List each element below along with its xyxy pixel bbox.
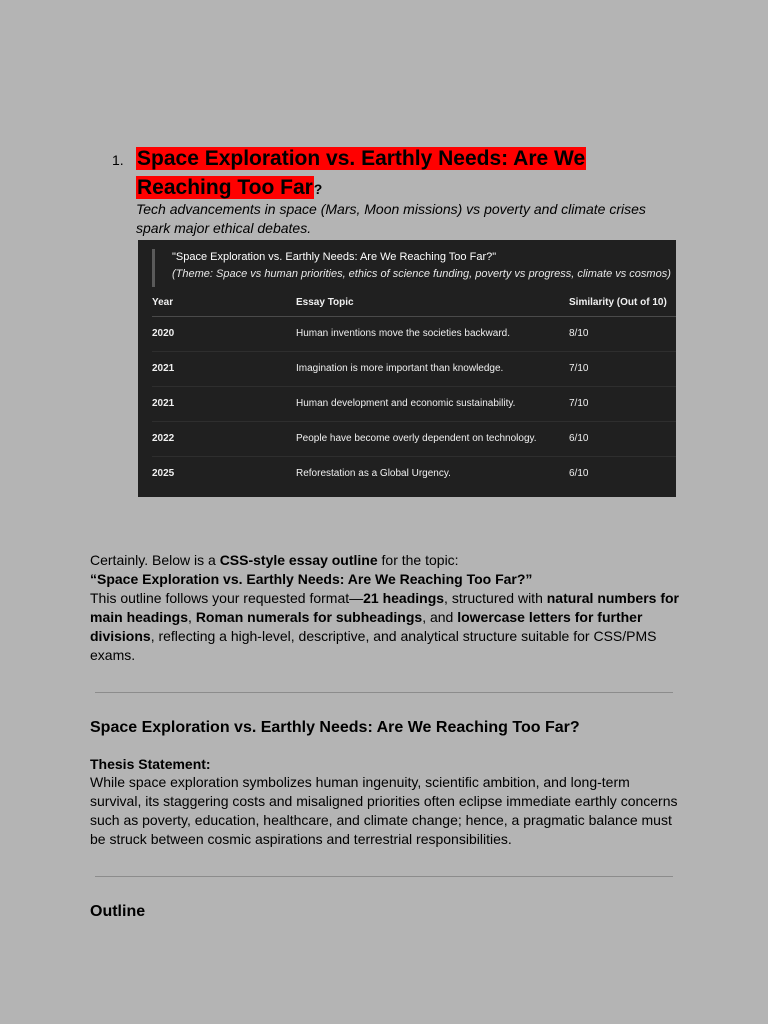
intro-format-paragraph — [90, 589, 680, 665]
table-row — [152, 422, 676, 457]
table-header-row — [152, 290, 676, 317]
intro-bold: Roman numerals for subheadings — [195, 609, 423, 625]
cell-topic: Human inventions move the societies backward. — [296, 328, 510, 339]
intro-text: This outline follows your requested format— — [90, 590, 364, 606]
cell-similarity: 7/10 — [569, 398, 589, 409]
essay-title: Space Exploration vs. Earthly Needs: Are We Reaching Too Far? — [90, 719, 580, 736]
cell-topic: Reforestation as a Global Urgency. — [296, 468, 451, 479]
cell-year: 2021 — [152, 398, 175, 409]
header-similarity: Similarity (Out of 10) — [569, 297, 667, 308]
cell-similarity: 7/10 — [569, 363, 589, 374]
intro-topic-title: “Space Exploration vs. Earthly Needs: Are We Reaching Too Far?” — [90, 571, 533, 587]
table-row — [152, 457, 676, 491]
quote-block — [152, 249, 672, 287]
table-row — [152, 352, 676, 387]
cell-year: 2021 — [152, 363, 175, 374]
intro-text: , and — [422, 609, 458, 625]
intro-bold: natural numbers for main headings — [90, 590, 679, 625]
horizontal-divider — [95, 876, 673, 877]
header-essay-topic: Essay Topic — [296, 297, 354, 308]
intro-paragraph — [90, 551, 680, 665]
heading-subtitle: Tech advancements in space (Mars, Moon missions) vs poverty and climate crises spark major ethical debates. — [136, 201, 646, 236]
cell-topic: Imagination is more important than knowledge. — [296, 363, 504, 374]
highlighted-title: Space Exploration vs. Earthly Needs: Are We Reaching Too Far — [137, 147, 586, 199]
thesis-body: While space exploration symbolizes human ingenuity, scientific ambition, and long-term survival, its staggering costs and misaligned priorities often eclipse immediate earthly concerns such as poverty, education, healthcare, and climate change; hence, a pragmatic balance must be struck between cosmic aspirations and terrestrial responsibilities. — [90, 774, 678, 847]
list-number: 1. — [112, 152, 124, 168]
cell-year: 2020 — [152, 328, 175, 339]
thesis-label: Thesis Statement: — [90, 756, 211, 772]
header-year: Year — [152, 297, 174, 308]
intro-bold: 21 headings — [363, 590, 445, 606]
quote-title: "Space Exploration vs. Earthly Needs: Are We Reaching Too Far?" — [172, 251, 497, 263]
cell-similarity: 6/10 — [569, 468, 589, 479]
cell-topic: People have become overly dependent on technology. — [296, 433, 537, 444]
embedded-screenshot-panel — [138, 240, 676, 497]
horizontal-divider — [95, 692, 673, 693]
cell-similarity: 8/10 — [569, 328, 589, 339]
table-row — [152, 387, 676, 422]
title-question-mark: ? — [313, 181, 323, 197]
intro-bold: CSS-style essay outline — [219, 552, 378, 568]
intro-text: Certainly. Below is a — [90, 552, 220, 568]
table-row — [152, 317, 676, 352]
cell-year: 2025 — [152, 468, 175, 479]
heading-title — [136, 144, 636, 204]
intro-line-1 — [90, 551, 680, 570]
cell-topic: Human development and economic sustainability. — [296, 398, 516, 409]
quote-theme: (Theme: Space vs human priorities, ethics of science funding, poverty vs progress, climate vs cosmos) — [172, 268, 671, 280]
intro-topic-line — [90, 570, 680, 589]
intro-text: , reflecting a high-level, descriptive, and analytical structure suitable for CSS/PMS exams. — [90, 628, 657, 663]
intro-bold: lowercase letters for further divisions — [90, 609, 643, 644]
outline-heading: Outline — [90, 903, 146, 920]
intro-text: , structured with — [444, 590, 547, 606]
essay-topics-table — [152, 290, 676, 491]
cell-similarity: 6/10 — [569, 433, 589, 444]
cell-year: 2022 — [152, 433, 175, 444]
intro-text: for the topic: — [377, 552, 459, 568]
intro-text: , — [188, 609, 196, 625]
